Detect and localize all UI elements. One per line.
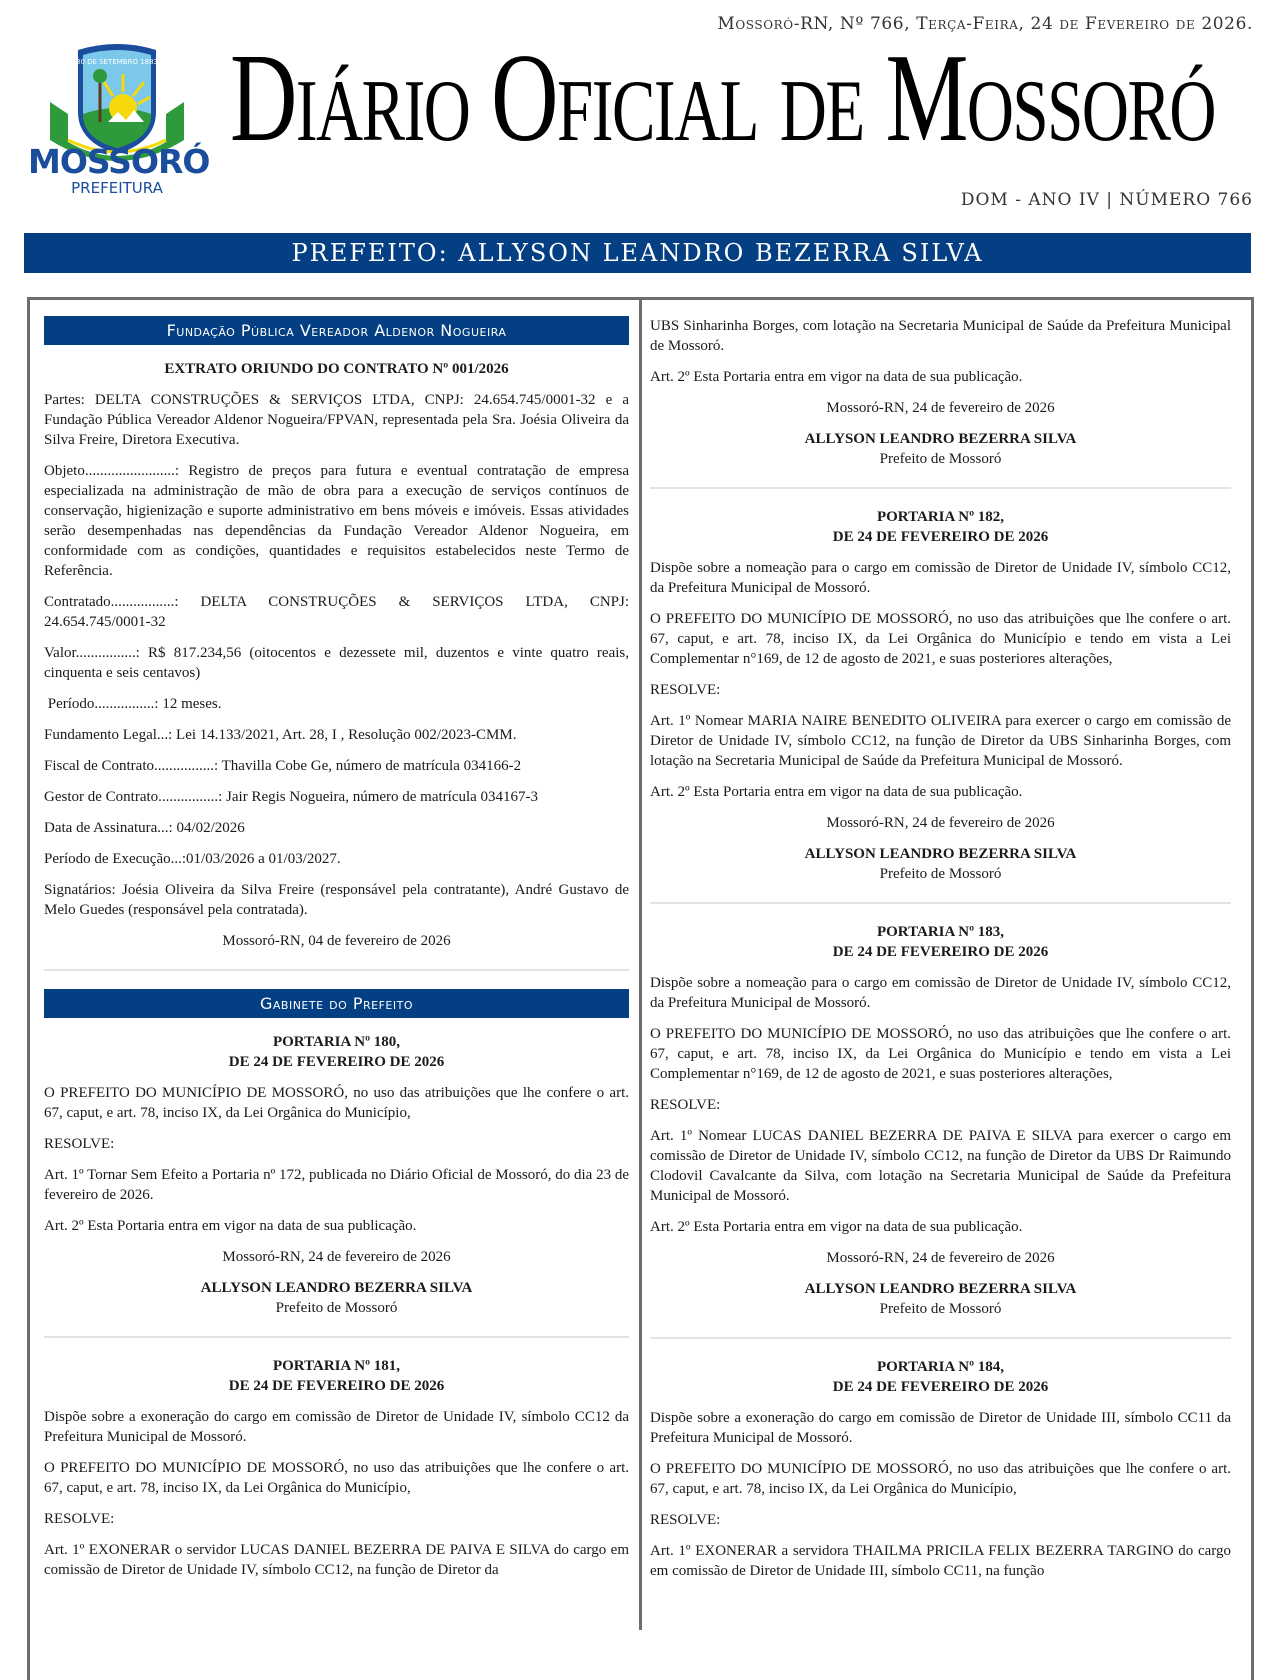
extrato-gestor: Gestor de Contrato................: Jair Regis Nogueira, número de matrícula 034167-3 [44,789,539,805]
portaria-resolve: RESOLVE: [650,682,721,698]
portaria-art2: Art. 2º Esta Portaria entra em vigor na data de sua publicação. [650,369,1023,385]
extrato-valor: Valor................: R$ 817.234,56 (oitocentos e dezessete mil, duzentos e vinte quatro reais, cinquenta e seis centavos) [44,645,629,681]
portaria-place-date: Mossoró-RN, 24 de fevereiro de 2026 [826,815,1055,831]
divider [650,487,1231,489]
extrato-fundamento: Fundamento Legal...: Lei 14.133/2021, Art. 28, I , Resolução 002/2023-CMM. [44,727,517,743]
left-column [44,300,629,1591]
section-header-gabinete: Gabinete do Prefeito [44,989,629,1018]
portaria-place-date: Mossoró-RN, 24 de fevereiro de 2026 [222,1249,451,1265]
portaria-art1: Art. 1º EXONERAR a servidora THAILMA PRICILA FELIX BEZERRA TARGINO do cargo em comissão de Diretor de Unidade III, símbolo CC11, na função [650,1543,1231,1579]
portaria-184 [650,1357,1231,1581]
extrato-contratado: Contratado.................: DELTA CONSTRUÇÕES & SERVIÇOS LTDA, CNPJ: 24.654.745/0001-32 [44,594,629,630]
section-header-fundacao: Fundação Pública Vereador Aldenor Nogueira [44,316,629,345]
portaria-ementa: Dispõe sobre a exoneração do cargo em comissão de Diretor de Unidade IV, símbolo CC12 da Prefeitura Municipal de Mossoró. [44,1409,629,1445]
extrato-place-date: Mossoró-RN, 04 de fevereiro de 2026 [222,933,451,949]
signer-name: ALLYSON LEANDRO BEZERRA SILVA [804,431,1077,447]
crest-top-text: 30 DE SETEMBRO 1883 [76,58,158,66]
signer-role: Prefeito de Mossoró [275,1300,398,1316]
extrato-periodo-execucao: Período de Execução...:01/03/2026 a 01/03/2027. [44,851,341,867]
portaria-181-continuation [650,316,1231,469]
portaria-180 [44,1032,629,1318]
portaria-182 [650,507,1231,884]
logo-subtitle: PREFEITURA [71,179,163,197]
extrato-objeto: Objeto........................: Registro de preços para futura e eventual contratação de empresa especializada na administração de mão de obra para a execução de serviços contínuos de conservação, higienização e suporte administrativo em bens móveis e imóveis. Essas atividades serão desempenhadas nas dependências da Fundação Vereador Aldenor Nogueira, em conformidade com as condições, quantidades e requisitos estabelecidos neste Termo de Referência. [44,463,629,579]
portaria-art1: Art. 1º Nomear MARIA NAIRE BENEDITO OLIVEIRA para exercer o cargo em comissão de Diretor de Unidade IV, símbolo CC12, na função de Diretor da UBS Sinharinha Borges, com lotação na Secretaria Municipal de Saúde da Prefeitura Municipal de Mossoró. [650,713,1231,769]
portaria-resolve: RESOLVE: [650,1097,721,1113]
signer-name: ALLYSON LEANDRO BEZERRA SILVA [804,1281,1077,1297]
signer-name: ALLYSON LEANDRO BEZERRA SILVA [200,1280,473,1296]
extrato-periodo: Período................: 12 meses. [44,696,222,712]
extrato-fiscal: Fiscal de Contrato................: Thavilla Cobe Ge, número de matrícula 034166-2 [44,758,522,774]
divider [650,1337,1231,1339]
portaria-title: PORTARIA Nº 181, DE 24 DE FEVEREIRO DE 2026 [228,1358,445,1394]
portaria-preamble: O PREFEITO DO MUNICÍPIO DE MOSSORÓ, no uso das atribuições que lhe confere o art. 67, caput, e art. 78, inciso IX, da Lei Orgânica do Município, [44,1085,629,1121]
portaria-preamble: O PREFEITO DO MUNICÍPIO DE MOSSORÓ, no uso das atribuições que lhe confere o art. 67, caput, e art. 78, inciso IX, da Lei Orgânica do Município, [650,1461,1231,1497]
portaria-art1: Art. 1º Tornar Sem Efeito a Portaria nº 172, publicada no Diário Oficial de Mossoró, do dia 23 de fevereiro de 2026. [44,1167,629,1203]
portaria-place-date: Mossoró-RN, 24 de fevereiro de 2026 [826,1250,1055,1266]
portaria-preamble: O PREFEITO DO MUNICÍPIO DE MOSSORÓ, no uso das atribuições que lhe confere o art. 67, caput, e art. 78, inciso IX, da Lei Orgânica do Município e tendo em vista a Lei Complementar n°169, de 12 de agosto de 2021, e suas posteriores alterações, [650,1026,1231,1082]
extrato-data-assinatura: Data de Assinatura...: 04/02/2026 [44,820,245,836]
page-header [0,0,1275,230]
extrato-partes: Partes: DELTA CONSTRUÇÕES & SERVIÇOS LTDA, CNPJ: 24.654.745/0001-32 e a Fundação Pública Vereador Aldenor Nogueira/FPVAN, representada pela Sra. Joésia Oliveira da Silva Freire, Diretora Executiva. [44,392,629,448]
signer-role: Prefeito de Mossoró [879,451,1002,467]
signer-role: Prefeito de Mossoró [879,1301,1002,1317]
issue-dateline: Mossoró-RN, Nº 766, Terça-Feira, 24 de Fevereiro de 2026. [717,14,1253,34]
mayor-banner: PREFEITO: ALLYSON LEANDRO BEZERRA SILVA [24,233,1251,273]
portaria-183 [650,922,1231,1319]
portaria-ementa: Dispõe sobre a nomeação para o cargo em comissão de Diretor de Unidade IV, símbolo CC12, da Prefeitura Municipal de Mossoró. [650,560,1231,596]
portaria-resolve: RESOLVE: [44,1136,115,1152]
divider [650,902,1231,904]
divider [44,1336,629,1338]
portaria-art2: Art. 2º Esta Portaria entra em vigor na data de sua publicação. [44,1218,417,1234]
prefeitura-logo [28,42,210,207]
portaria-ementa: Dispõe sobre a exoneração do cargo em comissão de Diretor de Unidade III, símbolo CC11 da Prefeitura Municipal de Mossoró. [650,1410,1231,1446]
extrato-signatarios: Signatários: Joésia Oliveira da Silva Freire (responsável pela contratante), André Gustavo de Melo Guedes (responsável pela contratada). [44,882,629,918]
portaria-title: PORTARIA Nº 183, DE 24 DE FEVEREIRO DE 2026 [832,924,1049,960]
portaria-title: PORTARIA Nº 182, DE 24 DE FEVEREIRO DE 2026 [832,509,1049,545]
portaria-resolve: RESOLVE: [44,1511,115,1527]
portaria-title: PORTARIA Nº 180, DE 24 DE FEVEREIRO DE 2026 [228,1034,445,1070]
logo-wordmark: MOSSORÓ [28,142,210,181]
portaria-preamble: O PREFEITO DO MUNICÍPIO DE MOSSORÓ, no uso das atribuições que lhe confere o art. 67, caput, e art. 78, inciso IX, da Lei Orgânica do Município, [44,1460,629,1496]
portaria-place-date: Mossoró-RN, 24 de fevereiro de 2026 [826,400,1055,416]
portaria-art1: Art. 1º EXONERAR o servidor LUCAS DANIEL BEZERRA DE PAIVA E SILVA do cargo em comissão de Diretor de Unidade IV, símbolo CC12, na função de Diretor da [44,1542,629,1578]
divider [44,969,629,971]
portaria-art2: Art. 2º Esta Portaria entra em vigor na data de sua publicação. [650,1219,1023,1235]
column-divider [639,300,642,1630]
masthead-title: Diário Oficial de Mossoró [230,29,1215,168]
signer-name: ALLYSON LEANDRO BEZERRA SILVA [804,846,1077,862]
portaria-art1: Art. 1º Nomear LUCAS DANIEL BEZERRA DE PAIVA E SILVA para exercer o cargo em comissão de Diretor de Unidade IV, símbolo CC12, na função de Diretor da UBS Dr Raimundo Clodovil Cavalcante da Silva, com lotação na Secretaria Municipal de Saúde da Prefeitura Municipal de Mossoró. [650,1128,1231,1204]
signer-role: Prefeito de Mossoró [879,866,1002,882]
portaria-resolve: RESOLVE: [650,1512,721,1528]
portaria-ementa: Dispõe sobre a nomeação para o cargo em comissão de Diretor de Unidade IV, símbolo CC12, da Prefeitura Municipal de Mossoró. [650,975,1231,1011]
extrato-title: EXTRATO ORIUNDO DO CONTRATO Nº 001/2026 [164,361,509,377]
right-column [650,300,1231,1592]
portaria-art2: Art. 2º Esta Portaria entra em vigor na data de sua publicação. [650,784,1023,800]
continuation-text: UBS Sinharinha Borges, com lotação na Secretaria Municipal de Saúde da Prefeitura Municipal de Mossoró. [650,318,1231,354]
portaria-title: PORTARIA Nº 184, DE 24 DE FEVEREIRO DE 2026 [832,1359,1049,1395]
edition-number: DOM - ANO IV | NÚMERO 766 [960,190,1253,210]
portaria-181 [44,1356,629,1580]
portaria-preamble: O PREFEITO DO MUNICÍPIO DE MOSSORÓ, no uso das atribuições que lhe confere o art. 67, caput, e art. 78, inciso IX, da Lei Orgânica do Município e tendo em vista a Lei Complementar n°169, de 12 de agosto de 2021, e suas posteriores alterações, [650,611,1231,667]
